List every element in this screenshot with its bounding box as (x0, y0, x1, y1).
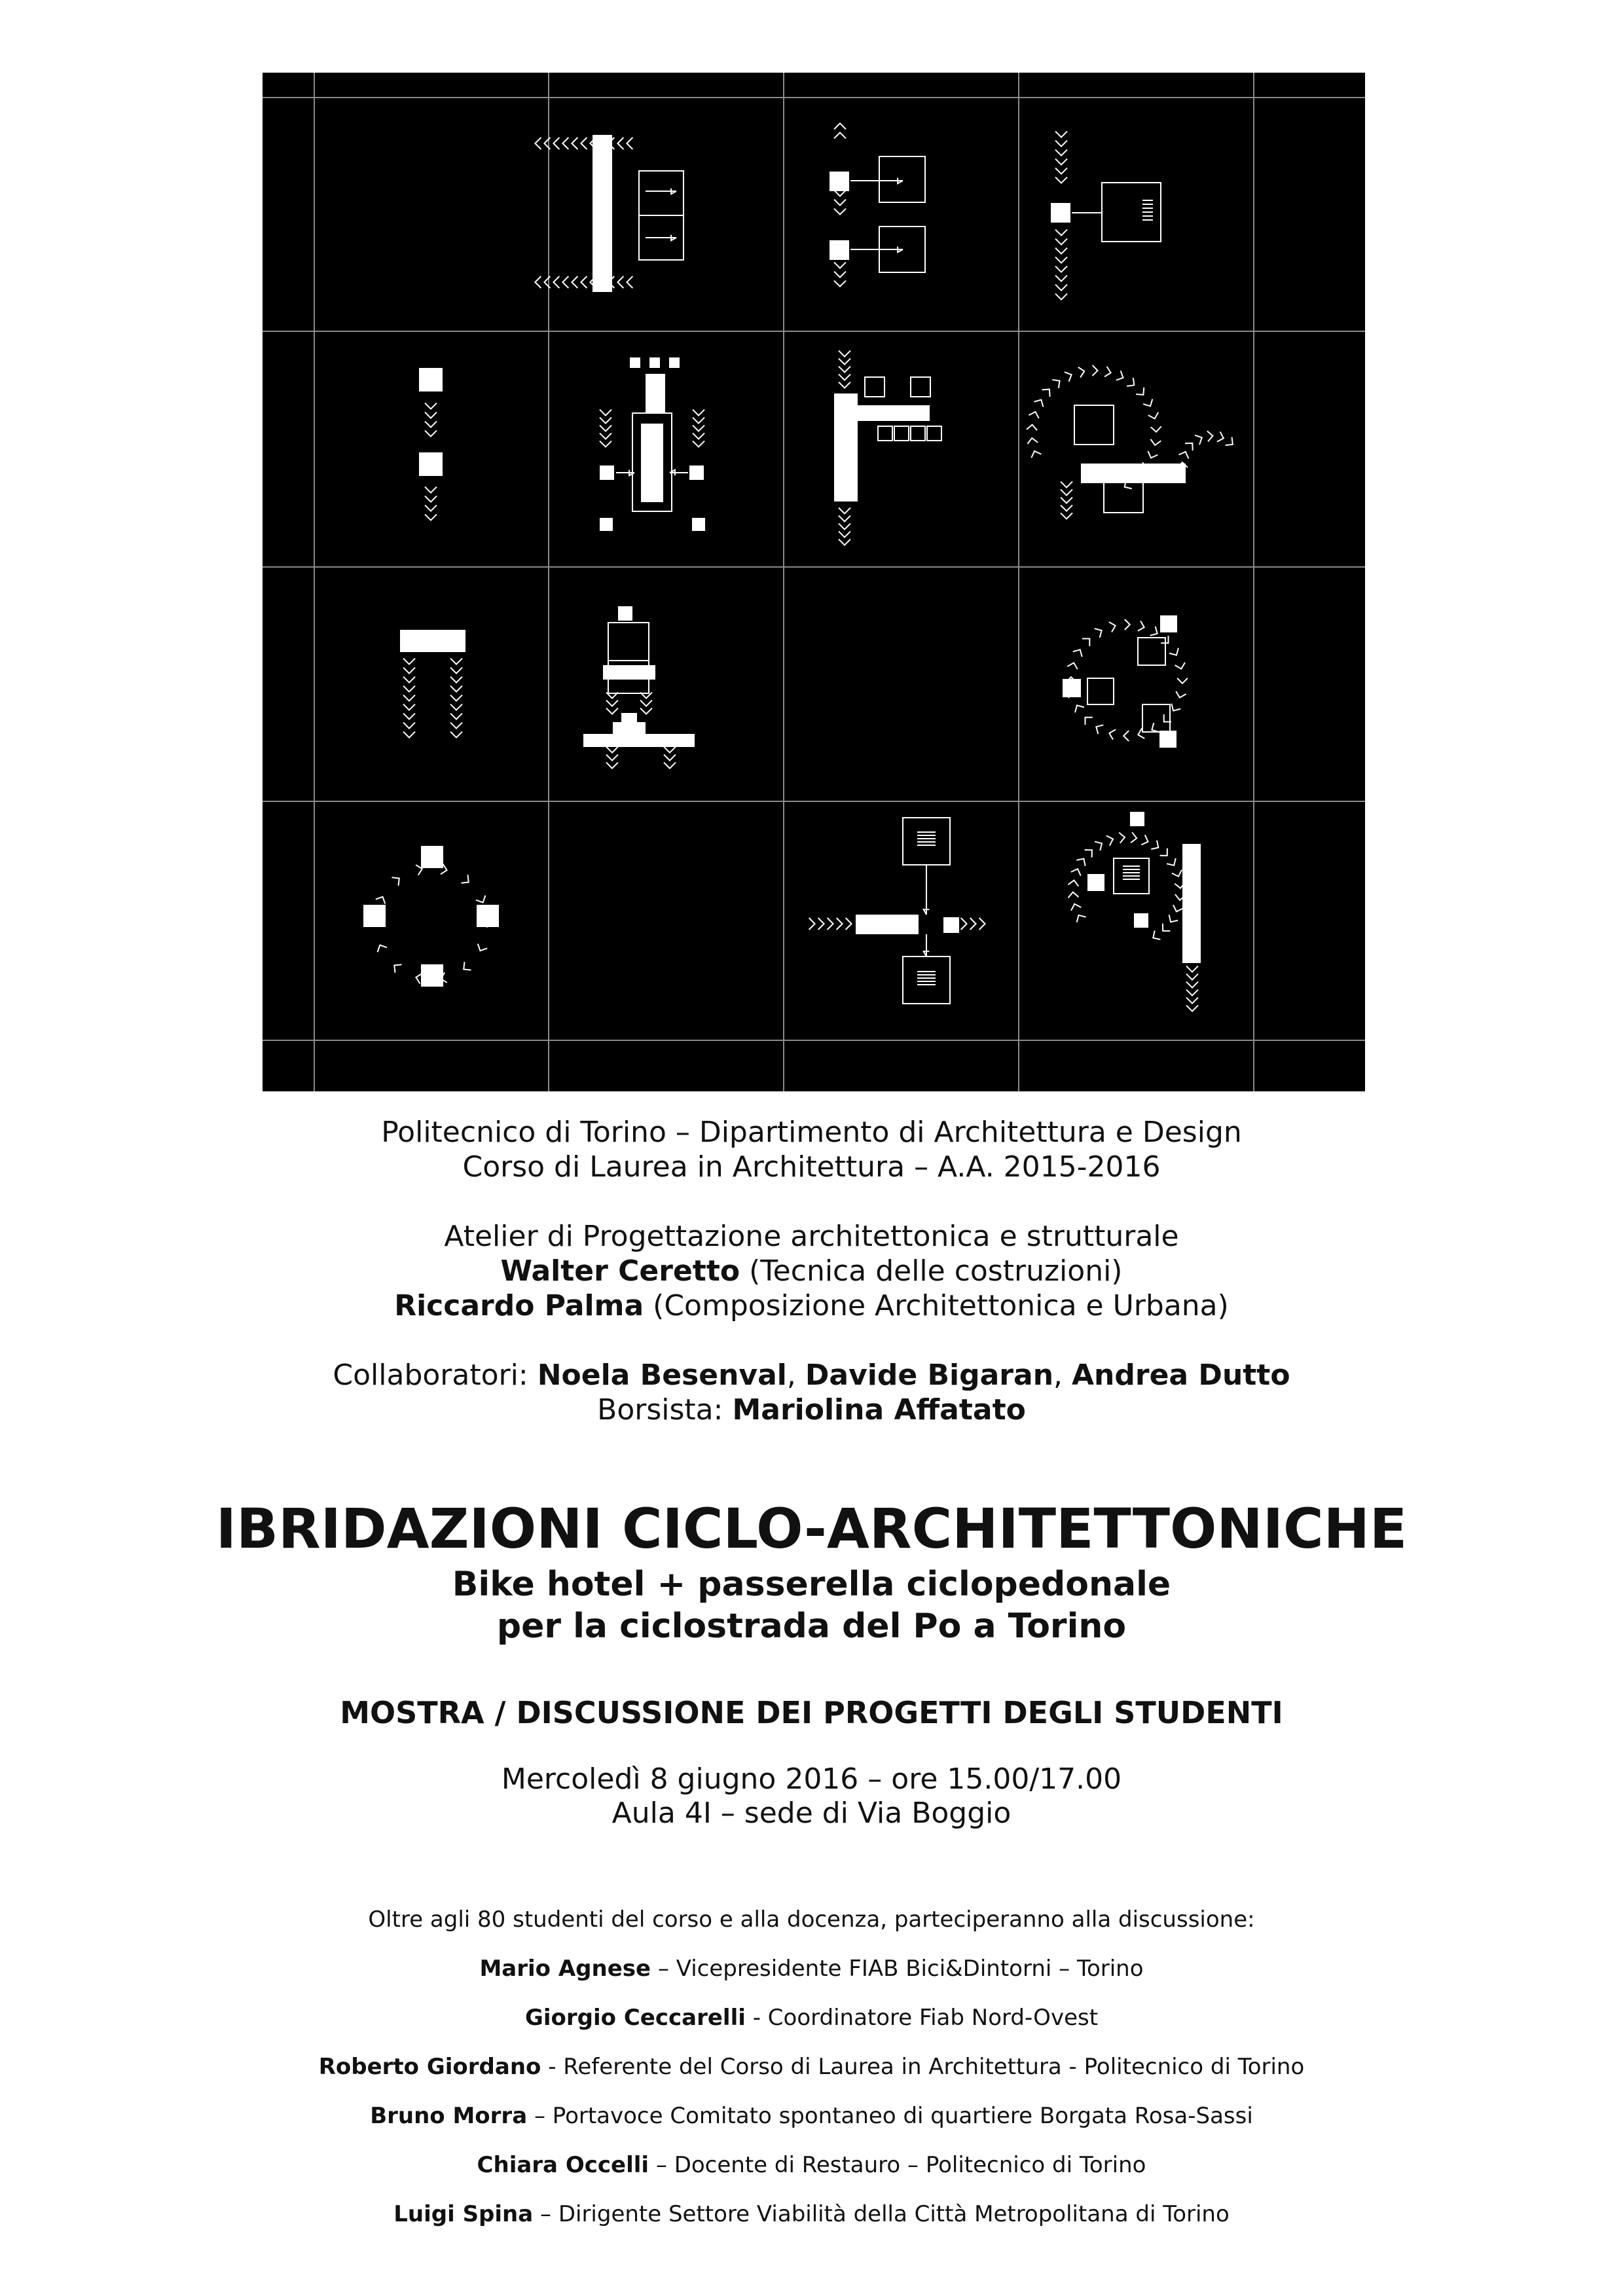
block-mark (400, 630, 465, 652)
chevron-mark (606, 701, 618, 706)
block-mark (421, 846, 443, 868)
chevron-mark (544, 137, 550, 149)
chevron-mark (450, 695, 462, 701)
block-mark (600, 465, 614, 480)
participants-block (0, 1895, 1623, 2239)
participant-row (0, 2190, 1623, 2239)
chevron-mark (1055, 132, 1067, 137)
room-outline (879, 156, 925, 202)
teacher-name: Riccardo Palma (394, 1289, 644, 1322)
block-mark (1087, 874, 1104, 891)
collaborator-name: Noela Besenval (537, 1358, 787, 1392)
chevron-mark (464, 962, 471, 970)
chevron-mark (1217, 431, 1224, 441)
chevron-mark (403, 723, 415, 729)
block-mark (646, 374, 665, 413)
block-mark (692, 518, 705, 531)
chevron-mark (1151, 426, 1161, 431)
chevron-mark (403, 695, 415, 701)
chevron-mark (403, 659, 415, 665)
chevron-mark (1061, 482, 1072, 488)
chevron-mark (970, 918, 976, 930)
chevron-mark (478, 944, 487, 951)
room-outline (911, 377, 930, 397)
participants-intro: Oltre agli 80 studenti del corso e alla docenza, parteciperanno alla discussione: (368, 1906, 1255, 1933)
chevron-mark (1163, 924, 1170, 931)
event-when (0, 1762, 1623, 1831)
chevron-mark (1136, 388, 1144, 395)
room-outline (927, 426, 941, 441)
teacher-line (0, 1288, 1623, 1323)
room-outline (878, 426, 892, 441)
chevron-mark (403, 714, 415, 720)
chevron-mark (562, 276, 568, 288)
chevron-mark (834, 209, 846, 215)
block-mark (830, 172, 849, 191)
chevron-mark (1185, 443, 1193, 450)
institution-line: Politecnico di Torino – Dipartimento di Architettura e Design (381, 1116, 1242, 1149)
subtitle-line: per la ciclostrada del Po a Torino (496, 1607, 1127, 1646)
diagram-grid (263, 73, 1365, 1091)
collaborators-line: Collaboratori: Noela Besenval, Davide Bigaran, Andrea Dutto (333, 1358, 1290, 1392)
block-mark (1159, 731, 1176, 748)
chevron-mark (1055, 230, 1067, 236)
chevron-mark (1171, 704, 1180, 711)
chevron-mark (839, 532, 850, 538)
chevron-mark (627, 276, 632, 288)
chevron-mark (600, 441, 611, 447)
chevron-mark (1150, 627, 1158, 636)
chevron-mark (979, 918, 985, 930)
chevron-mark (425, 505, 437, 511)
chevron-mark (1061, 513, 1072, 519)
chevron-mark (839, 359, 850, 365)
block-mark (419, 452, 443, 476)
chevron-mark (450, 723, 462, 729)
block-mark (421, 964, 443, 987)
chevron-mark (664, 747, 676, 753)
block-mark (1134, 913, 1148, 928)
participant-role: – Vicepresidente FIAB Bici&Dintorni – Torino (651, 1956, 1144, 1982)
chevron-mark (1065, 372, 1072, 382)
chevron-mark (1055, 285, 1067, 291)
chevron-mark (1127, 378, 1134, 386)
participant-row (0, 2043, 1623, 2092)
chevron-mark (1071, 904, 1081, 911)
chevron-mark (1073, 649, 1082, 657)
chevron-mark (535, 137, 541, 149)
chevron-mark (818, 918, 824, 930)
chevron-mark (693, 426, 704, 431)
chevron-mark (1082, 639, 1089, 646)
chevron-mark (1078, 367, 1084, 378)
chevron-mark (425, 496, 437, 502)
chevron-mark (1186, 1006, 1198, 1011)
chevron-mark (403, 704, 415, 710)
chevron-mark (693, 410, 704, 416)
block-mark (669, 357, 680, 368)
chevron-mark (834, 272, 846, 278)
chevron-mark (617, 137, 623, 149)
chevron-mark (572, 137, 577, 149)
chevron-mark (1055, 150, 1067, 156)
chevron-mark (693, 433, 704, 439)
event-place: Aula 4I – sede di Via Boggio (611, 1796, 1012, 1830)
block-mark (858, 405, 930, 421)
block-mark (1081, 464, 1186, 483)
chevron-mark (1042, 390, 1050, 397)
chevron-mark (1173, 905, 1183, 911)
fellow-label: Borsista: (597, 1393, 723, 1427)
chevron-mark (640, 701, 652, 706)
participant-row (0, 1944, 1623, 1994)
chevron-mark (1138, 621, 1144, 630)
block-mark (477, 905, 499, 927)
chevron-mark (1061, 490, 1072, 496)
chevron-mark (581, 137, 587, 149)
chevron-mark (839, 508, 850, 514)
chevron-mark (1055, 257, 1067, 263)
block-mark (1051, 203, 1070, 223)
participant-name: Bruno Morra (370, 2103, 528, 2129)
section-heading: MOSTRA / DISCUSSIONE DEI PROGETTI DEGLI STUDENTI (340, 1695, 1283, 1730)
participant-name: Mario Agnese (479, 1956, 651, 1982)
chevron-mark (1096, 725, 1103, 734)
chevron-mark (600, 418, 611, 424)
subtitle-line: Bike hotel + passerella ciclopedonale (452, 1565, 1171, 1604)
block-mark (1160, 615, 1177, 632)
chevron-mark (1186, 998, 1198, 1004)
chevron-mark (425, 403, 437, 409)
chevron-mark (1123, 731, 1129, 741)
chevron-mark (834, 123, 846, 129)
participant-row (0, 1994, 1623, 2043)
chevron-mark (1085, 850, 1092, 858)
chevron-mark (839, 516, 850, 522)
chevron-mark (1150, 439, 1161, 445)
chevron-mark (1176, 691, 1186, 698)
chevron-mark (1034, 400, 1043, 407)
chevron-mark (606, 747, 618, 753)
block-mark (943, 917, 959, 933)
chevron-mark (834, 263, 846, 268)
chevron-mark (376, 897, 385, 904)
chevron-mark (1029, 412, 1038, 418)
diagram-board (263, 73, 1365, 1091)
chevron-mark (839, 539, 850, 545)
chevron-mark (837, 918, 843, 930)
fellow-name: Mariolina Affatato (732, 1393, 1026, 1427)
chevron-mark (553, 276, 559, 288)
chevron-mark (1159, 848, 1167, 856)
chevron-mark (1186, 966, 1198, 972)
chevron-mark (476, 896, 485, 903)
chevron-mark (1055, 141, 1067, 147)
block-mark (603, 665, 655, 680)
chevron-mark (1055, 168, 1067, 174)
room-outline (865, 377, 884, 397)
chevron-mark (425, 431, 437, 437)
chevron-mark (1119, 833, 1125, 843)
chevron-mark (600, 426, 611, 431)
participant-role: – Portavoce Comitato spontaneo di quartiere Borgata Rosa-Sassi (527, 2103, 1253, 2129)
chevron-mark (1186, 982, 1198, 988)
event-title: IBRIDAZIONI CICLO-ARCHITETTONICHE (215, 1497, 1408, 1561)
chevron-mark (1095, 629, 1102, 638)
chevron-mark (425, 422, 437, 428)
chevron-mark (1116, 371, 1123, 380)
chevron-mark (1031, 451, 1041, 458)
chevron-mark (1186, 990, 1198, 996)
chevron-mark (1151, 841, 1158, 849)
chevron-mark (664, 755, 676, 761)
chevron-mark (627, 137, 632, 149)
chevron-mark (1131, 832, 1137, 843)
chevron-mark (1138, 729, 1144, 738)
chevron-mark (828, 918, 833, 930)
chevron-mark (403, 686, 415, 692)
chevron-mark (600, 433, 611, 439)
collaborators-label: Collaboratori: (333, 1358, 528, 1392)
chevron-mark (581, 276, 587, 288)
chevron-mark (425, 515, 437, 520)
chevron-mark (425, 487, 437, 493)
chevron-mark (1143, 399, 1152, 407)
chevron-mark (1195, 435, 1202, 445)
room-outline (639, 171, 684, 215)
room-outline (911, 426, 925, 441)
chevron-mark (450, 668, 462, 674)
chevron-mark (839, 382, 850, 388)
chevron-mark (693, 418, 704, 424)
chevron-mark (640, 708, 652, 714)
block-mark (856, 915, 919, 934)
block-mark (618, 606, 632, 621)
chevron-mark (1055, 266, 1067, 272)
chevron-mark (839, 367, 850, 373)
chevron-mark (834, 281, 846, 287)
block-mark (641, 424, 663, 502)
chevron-mark (664, 763, 676, 769)
chevron-mark (839, 351, 850, 357)
participant-role: - Referente del Corso di Laurea in Architettura - Politecnico di Torino (541, 2054, 1305, 2080)
chevron-mark (1226, 437, 1233, 446)
chevron-mark (1152, 723, 1159, 732)
teacher-role: (Composizione Architettonica e Urbana) (653, 1289, 1229, 1322)
block-mark (834, 393, 858, 501)
chevron-mark (809, 918, 815, 930)
room-outline (1087, 678, 1114, 704)
room-outline (894, 426, 909, 441)
chevron-mark (1027, 438, 1038, 444)
atelier-name: Atelier di Progettazione architettonica e strutturale (444, 1220, 1179, 1253)
block-mark (649, 357, 660, 368)
chevron-mark (1186, 974, 1198, 980)
block-mark (689, 465, 704, 480)
event-date: Mercoledì 8 giugno 2016 – ore 15.00/17.00 (501, 1762, 1122, 1796)
block-mark (593, 135, 612, 292)
block-mark (1063, 679, 1081, 697)
intro-block (0, 1115, 1623, 1427)
chevron-mark (1085, 718, 1093, 725)
chevron-mark (1148, 412, 1158, 419)
chevron-mark (1061, 505, 1072, 511)
chevron-mark (617, 276, 623, 288)
chevron-mark (562, 137, 568, 149)
chevron-mark (1095, 841, 1102, 850)
chevron-mark (1075, 705, 1084, 712)
chevron-mark (1175, 663, 1185, 669)
chevron-mark (535, 276, 541, 288)
chevron-mark (1068, 892, 1079, 898)
chevron-mark (450, 686, 462, 692)
block-mark (630, 357, 640, 368)
participant-name: Luigi Spina (393, 2201, 534, 2227)
chevron-mark (1169, 648, 1178, 655)
chevron-mark (450, 677, 462, 683)
chevron-mark (1055, 248, 1067, 254)
chevron-mark (1207, 431, 1213, 441)
room-outline (903, 957, 950, 1004)
room-outline (1074, 405, 1114, 445)
chevron-mark (450, 659, 462, 665)
chevron-mark (834, 200, 846, 206)
participant-row (0, 2141, 1623, 2190)
chevron-mark (1076, 859, 1085, 866)
chevron-mark (544, 276, 550, 288)
chevron-mark (1092, 365, 1097, 376)
chevron-mark (1141, 835, 1148, 845)
chevron-mark (392, 877, 399, 886)
collaborator-name: Davide Bigaran (805, 1358, 1054, 1392)
chevron-mark (1109, 622, 1116, 632)
chevron-mark (1071, 869, 1081, 875)
chevron-mark (1067, 663, 1077, 669)
chevron-mark (1125, 619, 1130, 630)
chevron-mark (1068, 881, 1078, 886)
teacher-role: (Tecnica delle costruzioni) (749, 1254, 1123, 1288)
chevron-mark (462, 875, 469, 883)
fellow-line (0, 1393, 1623, 1427)
chevron-mark (606, 755, 618, 761)
chevron-mark (1106, 835, 1113, 845)
participant-name: Giorgio Ceccarelli (524, 2005, 746, 2031)
block-mark (1182, 844, 1201, 963)
chevron-mark (403, 677, 415, 683)
block-mark (419, 368, 443, 392)
chevron-mark (450, 732, 462, 738)
participant-name: Roberto Giordano (318, 2054, 541, 2080)
chevron-mark (1104, 367, 1111, 377)
chevron-mark (572, 276, 577, 288)
chevron-mark (1077, 915, 1086, 922)
block-mark (363, 905, 386, 927)
chevron-mark (846, 918, 852, 930)
chevron-mark (839, 374, 850, 380)
chevron-mark (1027, 425, 1037, 431)
chevron-mark (1061, 498, 1072, 503)
block-mark (613, 722, 646, 734)
chevron-mark (425, 412, 437, 418)
chevron-mark (1055, 177, 1067, 183)
chevron-mark (1109, 729, 1116, 739)
participant-role: – Dirigente Settore Viabilità della Città Metropolitana di Torino (533, 2201, 1230, 2227)
block-mark (600, 518, 613, 531)
chevron-mark (961, 918, 967, 930)
chevron-mark (1169, 915, 1178, 922)
event-subtitle (0, 1563, 1623, 1647)
block-mark (1130, 812, 1144, 826)
block-mark (583, 734, 695, 747)
chevron-mark (378, 945, 387, 953)
participant-role: - Coordinatore Fiab Nord-Ovest (745, 2005, 1099, 2031)
chevron-mark (450, 704, 462, 710)
chevron-mark (450, 714, 462, 720)
chevron-mark (1052, 380, 1059, 388)
room-outline (1142, 704, 1170, 732)
block-mark (830, 240, 849, 260)
course-line: Corso di Laurea in Architettura – A.A. 2015-2016 (462, 1150, 1161, 1184)
chevron-mark (1055, 276, 1067, 282)
chevron-mark (600, 410, 611, 416)
chevron-mark (1148, 451, 1158, 458)
chevron-mark (839, 524, 850, 530)
chevron-mark (1177, 678, 1188, 683)
chevron-mark (1055, 294, 1067, 300)
room-outline (608, 623, 649, 661)
room-outline (1138, 638, 1165, 665)
chevron-mark (553, 137, 559, 149)
chevron-mark (606, 708, 618, 714)
chevron-mark (1178, 452, 1188, 458)
participant-role: – Docente di Restauro – Politecnico di Torino (649, 2152, 1146, 2178)
collaborator-name: Andrea Dutto (1072, 1358, 1290, 1392)
teacher-name: Walter Ceretto (500, 1254, 740, 1288)
chevron-mark (1167, 858, 1176, 866)
chevron-mark (1055, 159, 1067, 165)
teacher-line (0, 1254, 1623, 1288)
chevron-mark (1161, 636, 1168, 643)
chevron-mark (1055, 239, 1067, 245)
participant-row (0, 2092, 1623, 2141)
chevron-mark (834, 132, 846, 138)
chevron-mark (606, 763, 618, 769)
chevron-mark (403, 668, 415, 674)
chevron-mark (1172, 870, 1182, 877)
chevron-mark (1153, 931, 1160, 939)
chevron-mark (403, 732, 415, 738)
chevron-mark (394, 964, 401, 973)
participant-name: Chiara Occelli (477, 2152, 649, 2178)
chevron-mark (693, 441, 704, 447)
